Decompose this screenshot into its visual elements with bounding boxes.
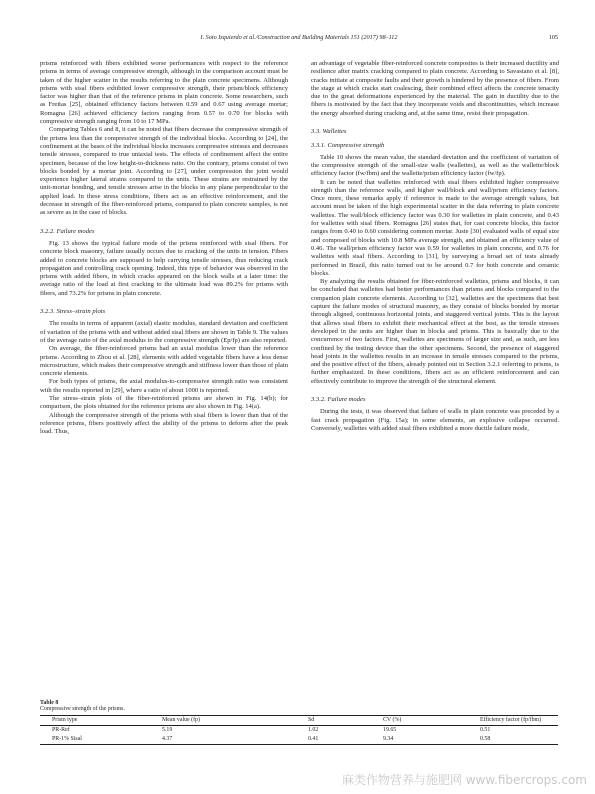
- page-number: 105: [548, 34, 558, 41]
- paragraph: On average, the fiber-reinforced prisms had an axial modulus lower than the reference prisms. According to Zhou et al. [28], elements with added vegetable fibers have a less dense microstructure, which makes their compressive strength and stiffness lower than those of plain concrete elements.: [40, 345, 288, 378]
- section-heading: 3.2.2. Failure modes: [40, 227, 95, 235]
- running-header: [40, 34, 558, 46]
- right-column: [311, 60, 559, 433]
- watermark: 麻类作物营养与施肥网 www.fibercrops.com: [341, 773, 587, 787]
- table-cell: 0.51: [480, 727, 491, 733]
- paragraph: For both types of prisms, the axial modulus-to-compressive strength ratio was consistent with the results reported in [29], where a ratio of about 1000 is reported.: [40, 378, 288, 394]
- table-header-cell: Sd: [308, 717, 315, 723]
- table-header-row: [40, 716, 558, 725]
- table-cell: PR-Ref: [52, 727, 70, 733]
- running-title: I. Soto Izquierdo et al./Construction and Building Materials 151 (2017) 98–112: [200, 34, 398, 41]
- table-label: Table 8: [40, 700, 59, 706]
- table-caption: Compressive strength of the prisms.: [40, 706, 125, 712]
- paragraph: Table 10 shows the mean value, the standard deviation and the coefficient of variation of the compressive strength of the small-size walls (wallettes), as well as the wallette/block efficiency factor (fw/fbm) and the wallette/prism efficiency factor (fw/fp).: [311, 153, 559, 178]
- section-heading: 3.3.1. Compressive strength: [311, 142, 385, 150]
- section-heading: 3.2.3. Stress–strain plots: [40, 308, 106, 316]
- paragraph: During the tests, it was observed that failure of walls in plain concrete was preceded by a fast crack propagation (Fig. 15a); in some elements, an explosive collapse occurred. Conversely, wallettes with added sisal fibers exhibited a more ductile failure mode,: [311, 408, 559, 432]
- paragraph: Fig. 13 shows the typical failure mode of the prisms reinforced with sisal fibers. For concrete block masonry, failure usually occurs due to cracking of the units in tension. Fibers added to concrete blocks are supposed to help carrying tensile stresses, thus reducing crack propagation and controlling crack opening. Indeed, this type of behavior was observed in the prisms with added fibers, in which cracks appeared on the block walls at a later time: the average ratio of the load at first cracking to the ultimate load was 89.2% for prisms with fibers, and 73.2% for prisms in plain concrete.: [40, 239, 288, 297]
- paragraph: The stress–strain plots of the fiber-reinforced prisms are shown in Fig. 14(b); for comparison, the plots obtained for the reference prisms are also shown in Fig. 14(a).: [40, 394, 288, 411]
- paragraph: By analyzing the results obtained for fiber-reinforced wallettes, prisms and blocks, it can be concluded that wallettes had better performances than prisms and blocks compared to the companion plain concrete elements. According to [32], wallettes are the specimens that best capture the failure modes of structural masonry, as they consist of blocks bonded by mortar through aligned, continuous horizontal joints, and staggered vertical joints. This is the layout that allows sisal fibers to exhibit their mechanical effect at the best, as the tensile stresses developed in the units are higher than in blocks and prisms. This is basically due to the concurrence of two factors. First, wallettes are specimens of larger size and, as such, are less confined by the testing device than the other specimens. Second, the presence of staggered head joints in the wallettes results in an increase in tensile stresses compared to the prisms, and the positive effect of the fibers, already pointed out in Section 3.2.1 referring to prisms, is further emphasized. In these conditions, fibers act as an efficient reinforcement and can effectively contribute to improve the strength of the structural element.: [311, 278, 559, 385]
- paragraph: an advantage of vegetable fiber-reinforced concrete composites is their increased ductility and resilience after matrix cracking compared to plain concrete. According to Savastano et al. [8], cracks initiate at composite faults and their growth is hindered by the presence of fibers. From the stage at which cracks start coalescing, their combined effect affects the concrete tenacity due to the great deformations experienced by the material. The gain in ductility due to the fibers is motivated by the fact that they incorporate voids and discontinuities, which increase the energy absorbed during cracking and, at the same time, resist their propagation.: [311, 60, 559, 117]
- table-cell: 5.19: [162, 727, 173, 733]
- table-cell: 9.34: [383, 736, 394, 742]
- table-row: [40, 735, 558, 744]
- paragraph: Comparing Tables 6 and 8, it can be noted that fibers decrease the compressive strength of the prisms less than the compressive strength of the individual blocks. According to [24], the confinement at the bases of the individual blocks increases compressive stresses and decreases tensile stresses, compared to true uniaxial tests. The effects of confinement affect the entire specimen, because of the low height-to-thickness ratio. On the contrary, prisms consist of two blocks bonded by a mortar joint. According to [27], under compression the joint would experience higher lateral strains compared to the units. These strains are restrained by the unit-mortar bonding, and tensile stresses arise in the blocks in any plane perpendicular to the applied load. In these stress conditions, fibers act as an effective reinforcement, and the decrease in strength of the fiber-reinforced prisms, compared to plain concrete samples, is not as severe as in the case of blocks.: [40, 126, 288, 217]
- table-cell: 1.02: [308, 727, 319, 733]
- table-header-cell: CV (%): [383, 717, 402, 723]
- section-heading: 3.3.2. Failure modes: [311, 395, 366, 403]
- table-cell: 0.58: [480, 736, 491, 742]
- table-cell: 19.65: [383, 727, 397, 733]
- table-header-cell: Efficiency factor (fp/fbm): [480, 717, 542, 723]
- paragraph: Although the compressive strength of the prisms with sisal fibers is lower than that of the reference prisms, fibers positively affect the ability of the prisms to deform after the peak load. Thus,: [40, 411, 288, 436]
- table-cell: 4.37: [162, 736, 173, 742]
- table-cell: 0.41: [308, 736, 319, 742]
- paragraph: The results in terms of apparent (axial) elastic modulus, standard deviation and coefficient of variation of the prisms with and without added sisal fibers are shown in Table 9. The values of the average ratio of the axial modulus to the compressive strength (Ep/fp) are also reported.: [40, 320, 288, 344]
- table-header-cell: Prism type: [52, 717, 78, 723]
- paragraph: It can be noted that wallettes reinforced with sisal fibers exhibited higher compressive strength than the reference walls, and higher wall/block and wall/prism efficiency factors. Once more, these remarks apply if reference is made to the average strength values, but account must be taken of the high experimental scatter in the data referring to plain concrete wallettes. The wall/block efficiency factor was 0.30 for wallettes in plain concrete, and 0.43 for wallettes with sisal fibers. Romagna [26] states that, for cast concrete blocks, this factor ranges from 0.40 to 0.60 considering common mortar. Juste [30] evaluated walls of equal size and composed of blocks with 10.8 MPa average strength, and obtained an efficiency value of 0.46. The wall/prism efficiency factor was 0.59 for wallettes in plain concrete, and 0.76 for wallettes with sisal fibers. According to [31], by surveying a broad set of tests already performed in Brazil, this ratio turned out to be around 0.7 for both concrete and ceramic blocks.: [311, 178, 559, 277]
- table-header-cell: Mean value (fp): [162, 717, 200, 723]
- section-heading: 3.3. Wallettes: [311, 128, 347, 136]
- table-row: [40, 726, 558, 735]
- paragraph: prisms reinforced with fibers exhibited worse performances with respect to the reference prisms in terms of average compressive strength, although in the comparison account must be taken of the higher scatter in the results referring to the plain concrete specimens. Although prisms with sisal fibers exhibited lower compressive strength, their prism/block efficiency factor was higher than that of the reference prisms in plain concrete. Some researchers, such as Freitas [25], obtained efficiency factors between 0.59 and 0.67 using average mortar; Romagna [26] achieved efficiency factors ranging from 0.57 to 0.70 for blocks with compressive strength ranging from 10 to 17 MPa.: [40, 60, 288, 126]
- left-column: [40, 60, 288, 436]
- table-cell: PR-1% Sisal: [52, 736, 82, 742]
- table-8: [40, 700, 558, 745]
